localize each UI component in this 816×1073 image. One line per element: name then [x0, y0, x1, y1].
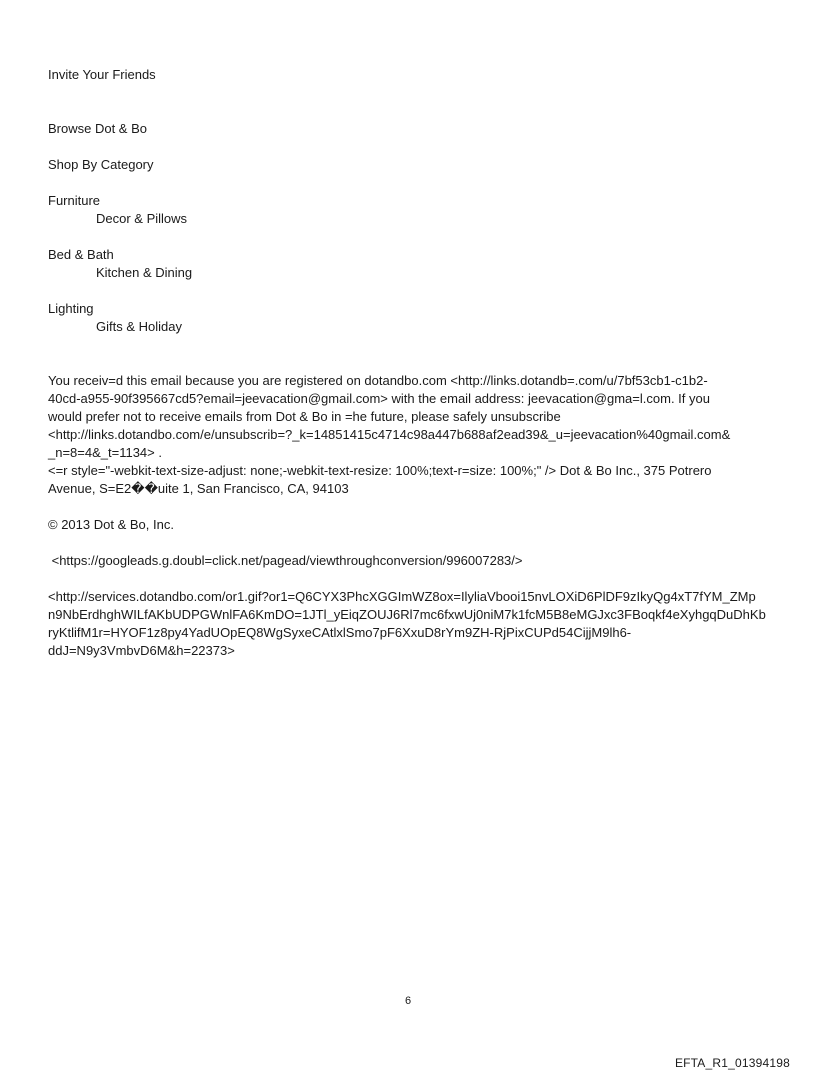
tracking-link[interactable]: <https://googleads.g.doubl=click.net/pagead/viewthroughconversion/996007283/> [48, 553, 523, 568]
pixel-link-line[interactable]: ddJ=N9y3VmbvD6M&h=22373> [48, 643, 235, 658]
category-furniture[interactable]: Furniture [48, 193, 101, 208]
footer-line: _n=8=4&_t=1134> . [48, 445, 162, 460]
pixel-link-block[interactable] [48, 588, 770, 660]
pixel-link-line[interactable]: ryKtlifM1r=HYOF1z8py4YadUOpEQ8WgSyxeCAtlxlSmo7pF6XxuD8rYm9ZH-RjPixCUPd54CijjM9lh6- [48, 625, 632, 640]
category-lighting[interactable]: Lighting [48, 301, 94, 316]
footer-line: <http://links.dotandbo.com/e/unsubscrib=?_k=14851415c4714c98a447b688af2ead39&_u=jeevacation%40gmail.com& [48, 427, 731, 442]
pixel-link-line[interactable]: n9NbErdhghWILfAKbUDPGWnlFA6KmDO=1JTl_yEiqZOUJ6Rl7mc6fxwUj0niM7k1fcM5B8eMGJxc3FBoqkf4eXyhgqDuDhKb [48, 607, 766, 622]
category-decor-pillows[interactable]: Decor & Pillows [96, 211, 188, 226]
email-footer-notice [48, 372, 770, 498]
invite-friends-link[interactable]: Invite Your Friends [48, 67, 156, 82]
category-gifts-holiday[interactable]: Gifts & Holiday [96, 319, 182, 334]
footer-line: would prefer not to receive emails from Dot & Bo in =he future, please safely unsubscribe [48, 409, 561, 424]
browse-heading: Browse Dot & Bo [48, 121, 147, 136]
pixel-link-line[interactable]: <http://services.dotandbo.com/or1.gif?or1=Q6CYX3PhcXGGImWZ8ox=IlyliaVbooi15nvLOXiD6PlDF9zIkyQg4xT7fYM_ZMp [48, 589, 756, 604]
footer-line: <=r style="-webkit-text-size-adjust: none;-webkit-text-resize: 100%;text-r=size: 100%;" /> Dot & Bo Inc., 375 Potrero [48, 463, 712, 478]
page-number: 6 [404, 995, 412, 1007]
email-body [48, 66, 770, 660]
copyright-text: © 2013 Dot & Bo, Inc. [48, 517, 174, 532]
footer-line: You receiv=d this email because you are registered on dotandbo.com <http://links.dotandb=.com/u/7bf53cb1-c1b2- [48, 373, 708, 388]
category-bed-bath[interactable]: Bed & Bath [48, 247, 114, 262]
shop-by-category-heading: Shop By Category [48, 157, 154, 172]
footer-line: 40cd-a955-90f395667cd5?email=jeevacation@gmail.com> with the email address: jeevacation@gma=l.com. If you [48, 391, 710, 406]
footer-line: Avenue, S=E2��uite 1, San Francisco, CA, 94103 [48, 481, 349, 496]
category-kitchen-dining[interactable]: Kitchen & Dining [96, 265, 193, 280]
document-id: EFTA_R1_01394198 [674, 1056, 790, 1070]
